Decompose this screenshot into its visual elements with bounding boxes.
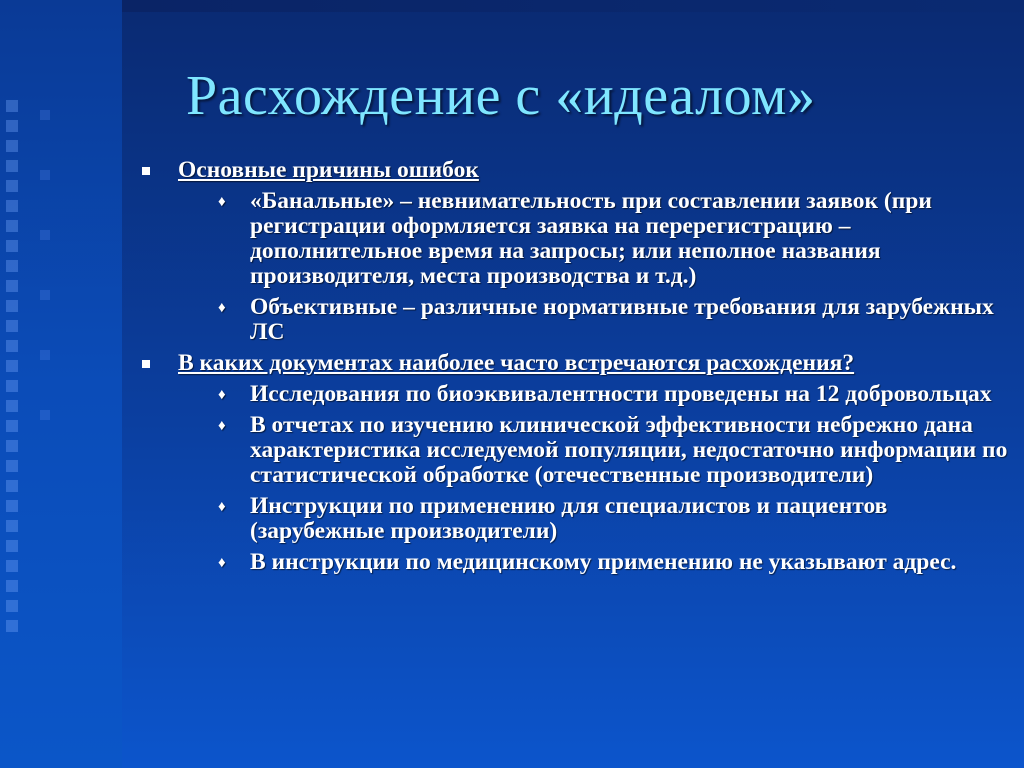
decor-square xyxy=(40,410,50,420)
sub-bullet xyxy=(140,494,1010,544)
diamond-bullet-icon: ♦ xyxy=(218,387,226,403)
decor-square xyxy=(40,290,50,300)
decor-square xyxy=(6,340,18,352)
decor-square xyxy=(40,230,50,240)
decor-square xyxy=(6,460,18,472)
decor-square xyxy=(6,580,18,592)
sub-bullet-text: «Банальные» – невнимательность при составлении заявок (при регистрации оформляется заявка на перерегистрацию – дополнительное время на запросы; или неполное названия производителя, места производства и т.д.) xyxy=(250,188,932,289)
decor-square xyxy=(6,140,18,152)
decor-square xyxy=(6,360,18,372)
slide-body xyxy=(140,158,1010,581)
square-bullet-icon xyxy=(142,360,150,368)
decor-square xyxy=(6,520,18,532)
sub-bullet xyxy=(140,189,1010,289)
sub-bullet-text: Объективные – различные нормативные требования для зарубежных ЛС xyxy=(250,294,994,345)
diamond-bullet-icon: ♦ xyxy=(218,194,226,210)
decor-square xyxy=(6,380,18,392)
decor-square xyxy=(6,420,18,432)
decor-square xyxy=(6,600,18,612)
decor-square xyxy=(6,480,18,492)
decor-square xyxy=(6,280,18,292)
decor-square xyxy=(40,170,50,180)
diamond-bullet-icon: ♦ xyxy=(218,300,226,316)
sub-bullet-text: Исследования по биоэквивалентности проведены на 12 добровольцах xyxy=(250,381,992,407)
square-bullet-icon xyxy=(142,167,150,175)
diamond-bullet-icon: ♦ xyxy=(218,418,226,434)
sub-bullet xyxy=(140,295,1010,345)
section-heading: Основные причины ошибок xyxy=(178,157,479,183)
decorative-top-band xyxy=(122,0,1024,12)
sub-bullet-text: Инструкции по применению для специалистов и пациентов (зарубежные производители) xyxy=(250,493,888,544)
sub-bullet xyxy=(140,382,1010,407)
decor-square xyxy=(6,540,18,552)
decor-square xyxy=(6,300,18,312)
sub-bullet-text: В инструкции по медицинскому применению не указывают адрес. xyxy=(250,549,957,575)
decor-square xyxy=(6,560,18,572)
decor-square xyxy=(6,120,18,132)
slide-title: Расхождение с «идеалом» xyxy=(186,65,816,127)
decor-square xyxy=(6,100,18,112)
decor-square xyxy=(6,180,18,192)
decor-square xyxy=(6,220,18,232)
decor-square xyxy=(40,350,50,360)
decor-square xyxy=(6,620,18,632)
diamond-bullet-icon: ♦ xyxy=(218,499,226,515)
decor-square xyxy=(6,400,18,412)
sub-bullet xyxy=(140,413,1010,488)
decor-square xyxy=(6,240,18,252)
bullet-section-1 xyxy=(140,158,1010,183)
decorative-left-strip xyxy=(0,0,122,768)
bullet-section-2 xyxy=(140,351,1010,376)
section-heading: В каких документах наиболее часто встречаются расхождения? xyxy=(178,350,855,376)
decor-square xyxy=(40,110,50,120)
decor-square xyxy=(6,320,18,332)
sub-bullet xyxy=(140,550,1010,575)
decor-square xyxy=(6,200,18,212)
decor-square xyxy=(6,260,18,272)
decor-square xyxy=(6,440,18,452)
decor-square xyxy=(6,500,18,512)
diamond-bullet-icon: ♦ xyxy=(218,555,226,571)
decor-square xyxy=(6,160,18,172)
sub-bullet-text: В отчетах по изучению клинической эффективности небрежно дана характеристика исследуемой популяции, недостаточно информации по статистической обработке (отечественные производители) xyxy=(250,412,1008,488)
